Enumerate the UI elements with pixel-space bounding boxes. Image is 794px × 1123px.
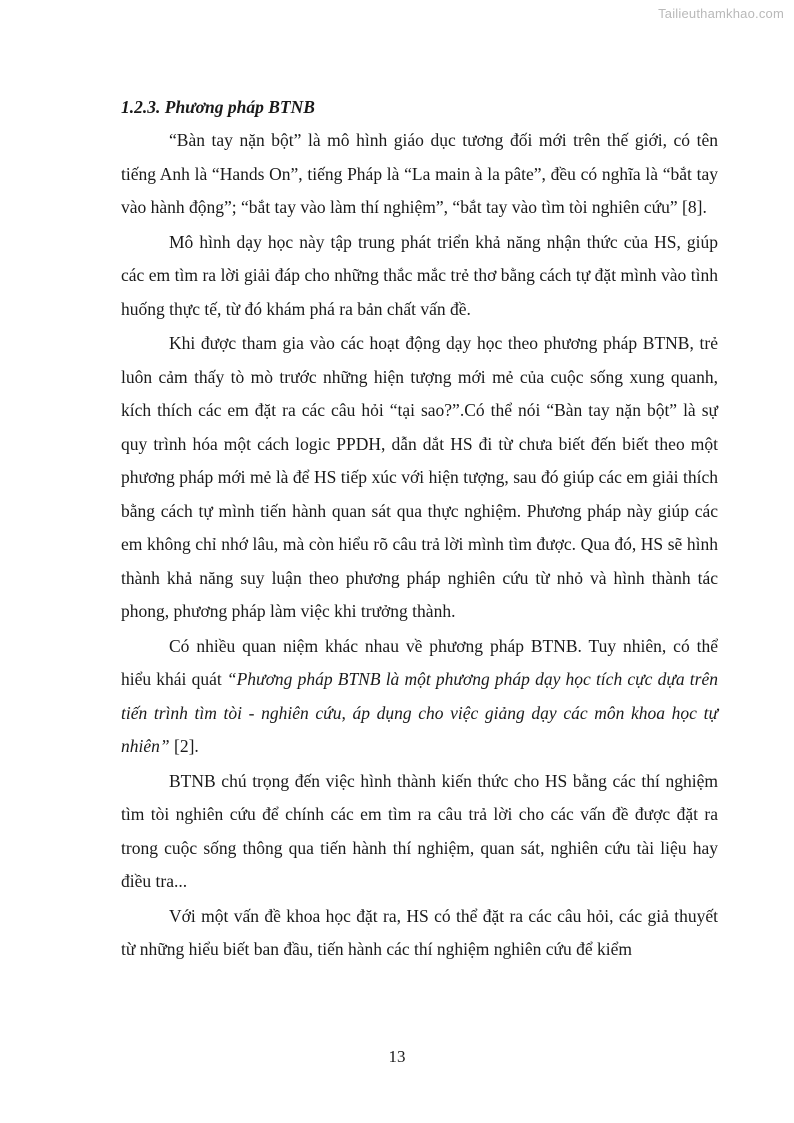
section-heading: 1.2.3. Phương pháp BTNB <box>121 97 315 117</box>
paragraph-4 <box>121 630 718 764</box>
page-body <box>121 92 718 968</box>
paragraph-3: Khi được tham gia vào các hoạt động dạy học theo phương pháp BTNB, trẻ luôn cảm thấy tò mò trước những hiện tượng mới mẻ của cuộc sống xung quanh, kích thích các em đặt ra các câu hỏi “tại sao?”.Có thể nói “Bàn tay nặn bột” là sự quy trình hóa một cách logic PPDH, dẫn dắt HS đi từ chưa biết đến biết theo một phương pháp mới mẻ là để HS tiếp xúc với hiện tượng, sau đó giúp các em giải thích bằng cách tự mình tiến hành quan sát qua thực nghiệm. Phương pháp này giúp các em không chỉ nhớ lâu, mà còn hiểu rõ câu trả lời mình tìm được. Qua đó, HS sẽ hình thành khả năng suy luận theo phương pháp nghiên cứu từ nhỏ và hình thành tác phong, phương pháp làm việc khi trưởng thành. <box>121 333 718 621</box>
definition-quote: “Phương pháp BTNB là một phương pháp dạy học tích cực dựa trên tiến trình tìm tòi - nghiên cứu, áp dụng cho việc giảng dạy các môn khoa học tự nhiên” <box>121 669 718 756</box>
paragraph-4-citation: [2]. <box>169 736 199 756</box>
paragraph-6: Với một vấn đề khoa học đặt ra, HS có thể đặt ra các câu hỏi, các giả thuyết từ những hiểu biết ban đầu, tiến hành các thí nghiệm nghiên cứu để kiểm <box>121 905 718 959</box>
paragraph-2: Mô hình dạy học này tập trung phát triển khả năng nhận thức của HS, giúp các em tìm ra lời giải đáp cho những thắc mắc trẻ thơ bằng cách tự đặt mình vào tình huống thực tế, từ đó khám phá ra bản chất vấn đề. <box>121 231 718 319</box>
paragraph-1: “Bàn tay nặn bột” là mô hình giáo dục tương đối mới trên thế giới, có tên tiếng Anh là “Hands On”, tiếng Pháp là “La main à la pâte”, đều có nghĩa là “bắt tay vào hành động”; “bắt tay vào làm thí nghiệm”, “bắt tay vào tìm tòi nghiên cứu” [8]. <box>121 130 718 217</box>
watermark-text: Tailieuthamkhao.com <box>658 6 784 21</box>
paragraph-4-lead: Có nhiều quan niệm khác nhau về phương pháp BTNB. Tuy nhiên, có thể hiểu khái quát <box>121 635 718 689</box>
paragraph-5: BTNB chú trọng đến việc hình thành kiến thức cho HS bằng các thí nghiệm tìm tòi nghiên cứu để chính các em tìm ra câu trả lời cho các vấn đề được đặt ra trong cuộc sống thông qua tiến hành thí nghiệm, quan sát, nghiên cứu tài liệu hay điều tra... <box>121 770 718 891</box>
page-number: 13 <box>388 1047 406 1066</box>
